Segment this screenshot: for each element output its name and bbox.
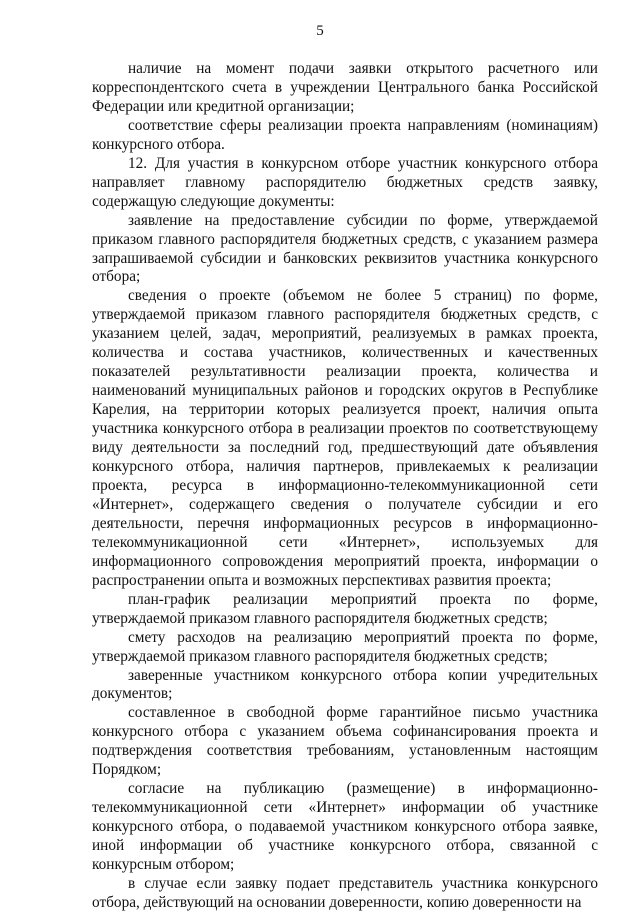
paragraph-guarantee-letter: составленное в свободной форме гарантийное письмо участника конкурсного отбора с указанием объема софинансирования проекта и подтверждения соответствия требованиям, установленным настоящим Порядком; [92, 704, 598, 779]
paragraph-budget-estimate: смету расходов на реализацию мероприятий проекта по форме, утверждаемой приказом главного распорядителя бюджетных средств; [92, 628, 598, 665]
paragraph-nomination-requirement: соответствие сферы реализации проекта направлениям (номинациям) конкурсного отбора. [92, 116, 598, 153]
paragraph-clause-12: 12. Для участия в конкурсном отборе участник конкурсного отбора направляет главному распорядителю бюджетных средств заявку, содержащую следующие документы: [92, 154, 598, 210]
document-body [92, 60, 598, 913]
paragraph-account-requirement: наличие на момент подачи заявки открытого расчетного или корреспондентского счета в учреждении Центрального банка Российской Федерации или кредитной организации; [92, 60, 598, 115]
paragraph-subsidy-application: заявление на предоставление субсидии по форме, утверждаемой приказом главного распорядителя бюджетных средств, с указанием размера запрашиваемой субсидии и банковских реквизитов участника конкурсного отбора; [92, 211, 598, 286]
paragraph-schedule: план-график реализации мероприятий проекта по форме, утверждаемой приказом главного распорядителя бюджетных средств; [92, 590, 598, 627]
paragraph-publication-consent: согласие на публикацию (размещение) в информационно-телекоммуникационной сети «Интернет» информации об участнике конкурсного отбора, о подаваемой участником конкурсного отбора заявке, иной информации об участнике конкурсного отбора, связанной с конкурсным отбором; [92, 780, 598, 874]
page-number: 5 [316, 23, 324, 39]
paragraph-project-info: сведения о проекте (объемом не более 5 страниц) по форме, утверждаемой приказом главного распорядителя бюджетных средств, с указанием целей, задач, мероприятий, реализуемых в рамках проекта, количества и состава участников, количественных и качественных показателей результативности реализации проекта, количества и наименований муниципальных районов и городских округов в Республике Карелия, на территории которых реализуется проект, наличия опыта участника конкурсного отбора в реализации проектов по соответствующему виду деятельности за последний год, предшествующий дате объявления конкурсного отбора, наличия партнеров, привлекаемых к реализации проекта, ресурса в информационно-телекоммуникационной сети «Интернет», содержащего сведения о получателе субсидии и его деятельности, перечня информационных ресурсов в информационно-телекоммуникационной сети «Интернет», используемых для информационного сопровождения мероприятий проекта, информации о распространении опыта и возможных перспективах развития проекта; [92, 287, 598, 589]
paragraph-power-of-attorney: в случае если заявку подает представитель участника конкурсного отбора, действующий на основании доверенности, копию доверенности на [92, 874, 598, 911]
paragraph-founding-documents: заверенные участником конкурсного отбора копии учредительных документов; [92, 666, 598, 703]
